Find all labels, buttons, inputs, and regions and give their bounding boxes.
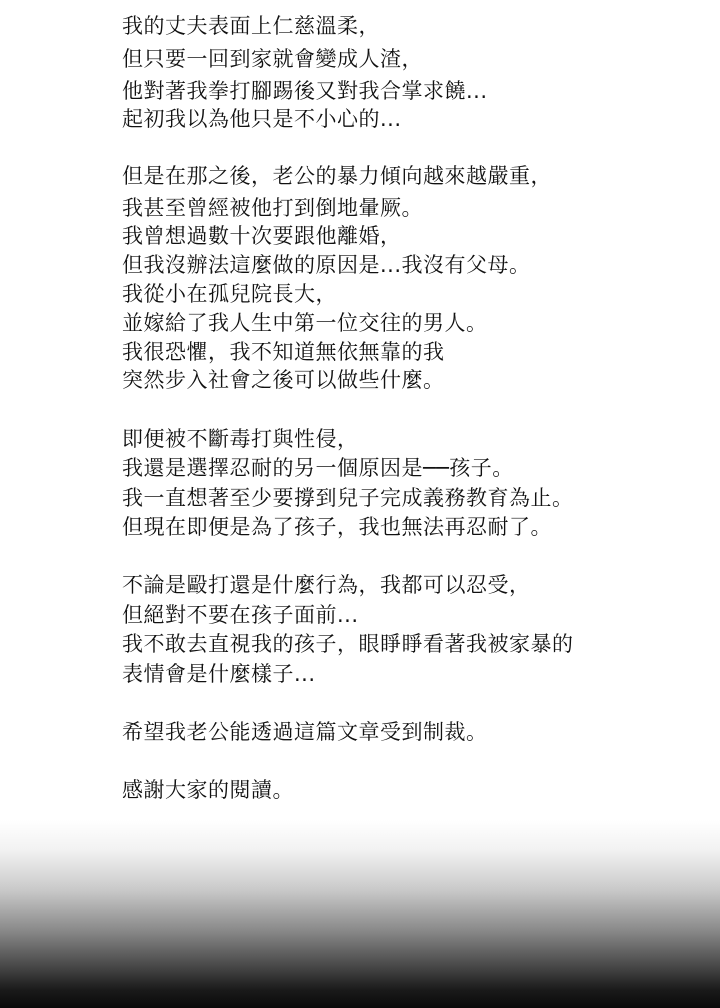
text-line: 即便被不斷毒打與性侵， [122,427,359,451]
text-line: 但絕對不要在孩子面前... [122,603,359,627]
text-line: 我從小在孤兒院長大， [122,282,337,306]
text-line: 但現在即便是為了孩子，我也無法再忍耐了。 [122,515,552,539]
text-line: 我很恐懼，我不知道無依無靠的我 [122,340,445,364]
text-line: 我甚至曾經被他打到倒地暈厥。 [122,196,423,220]
text-line: 並嫁給了我人生中第一位交往的男人。 [122,311,488,335]
text-line: 希望我老公能透過這篇文章受到制裁。 [122,720,488,744]
text-line: 但我沒辦法這麼做的原因是...我沒有父母。 [122,253,531,277]
text-line: 我曾想過數十次要跟他離婚， [122,224,402,248]
text-line: 我還是選擇忍耐的另一個原因是──孩子。 [122,456,514,480]
text-line: 突然步入社會之後可以做些什麼。 [122,368,445,392]
text-line: 起初我以為他只是不小心的... [122,107,402,131]
text-line: 但只要一回到家就會變成人渣， [122,47,423,71]
text-line: 不論是毆打還是什麼行為，我都可以忍受， [122,573,531,597]
text-line: 但是在那之後，老公的暴力傾向越來越嚴重， [122,164,552,188]
text-line: 我不敢去直視我的孩子，眼睜睜看著我被家暴的 [122,632,574,656]
text-line: 我一直想著至少要撐到兒子完成義務教育為止。 [122,486,574,510]
text-line: 感謝大家的閱讀。 [122,778,294,802]
text-line: 我的丈夫表面上仁慈溫柔， [122,14,380,38]
text-line: 他對著我拳打腳踢後又對我合掌求饒... [122,79,488,103]
text-line: 表情會是什麼樣子... [122,662,316,686]
